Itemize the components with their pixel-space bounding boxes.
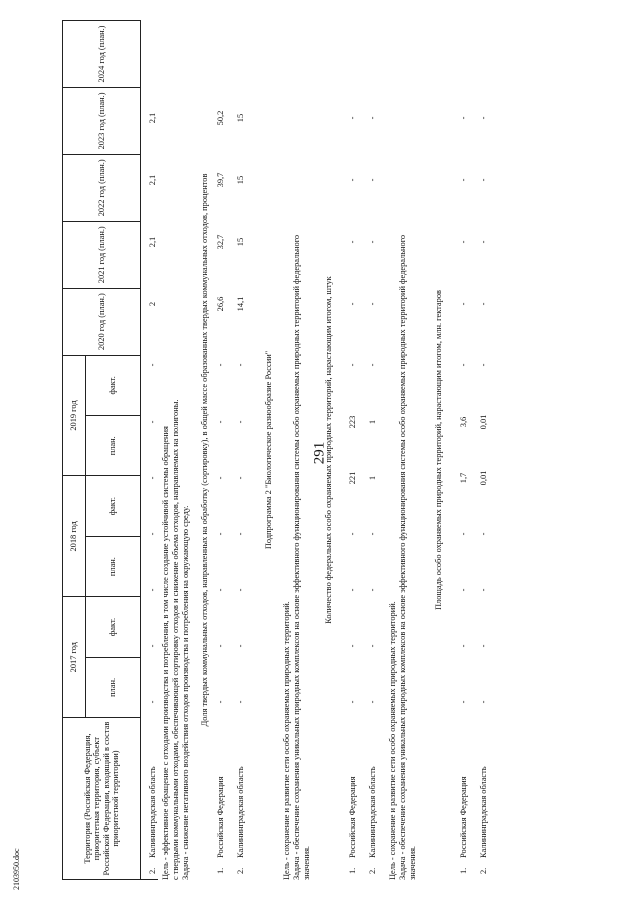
year-2023-header: 2023 год (план.) <box>63 87 141 154</box>
territory-name: Калининградская область <box>236 766 245 858</box>
plan-2018-header: план. <box>85 536 140 596</box>
table-header <box>62 20 141 880</box>
value-cell: 32,7 <box>216 234 225 250</box>
value-cell: 2 <box>148 301 157 307</box>
value-cell: - <box>368 644 377 648</box>
table-row <box>216 20 227 880</box>
value-cell: - <box>216 700 225 704</box>
goal-text: с твердыми коммунальными отходами, обеспечивающей сортировку отходов и снижение объема отходов, направляемых на полигоны. <box>171 399 180 880</box>
value-cell: 50,2 <box>216 110 225 126</box>
goal-text: Цель - сохранение и развитие сети особо охраняемых природных территорий. <box>282 601 291 880</box>
table-row <box>148 20 159 880</box>
value-cell: - <box>459 644 468 648</box>
value-cell: - <box>368 302 377 306</box>
value-cell: - <box>148 476 157 480</box>
value-cell: 223 <box>348 415 357 429</box>
value-cell: - <box>368 178 377 182</box>
territory-name: Российская Федерация <box>459 776 468 858</box>
table-row <box>368 20 379 880</box>
row-number: 1. <box>459 867 468 874</box>
row-number: 1. <box>348 867 357 874</box>
value-cell: - <box>216 420 225 424</box>
plan-2019-header: план. <box>85 416 140 476</box>
value-cell: - <box>459 532 468 536</box>
value-cell: - <box>348 644 357 648</box>
value-cell: - <box>459 116 468 120</box>
territory-name: Калининградская область <box>368 766 377 858</box>
value-cell: - <box>348 532 357 536</box>
value-cell: - <box>479 532 488 536</box>
row-number: 2. <box>148 867 157 874</box>
year-2018-header: 2018 год <box>63 476 86 597</box>
value-cell: - <box>216 476 225 480</box>
year-2019-header: 2019 год <box>63 355 86 476</box>
year-2024-header: 2024 год (план.) <box>63 21 141 88</box>
value-cell: - <box>348 178 357 182</box>
territory-name: Калининградская область <box>479 766 488 858</box>
value-cell: - <box>459 363 468 367</box>
table-row <box>479 20 490 880</box>
value-cell: - <box>148 588 157 592</box>
value-cell: - <box>236 420 245 424</box>
value-cell: 15 <box>236 175 245 185</box>
table-row <box>348 20 359 880</box>
value-cell: - <box>148 363 157 367</box>
row-number: 2. <box>368 867 377 874</box>
value-cell: 0,01 <box>479 414 488 430</box>
value-cell: - <box>479 240 488 244</box>
value-cell: - <box>459 240 468 244</box>
value-cell: 39,7 <box>216 172 225 188</box>
plan-2017-header: план. <box>85 657 140 717</box>
value-cell: - <box>216 363 225 367</box>
value-cell: - <box>459 178 468 182</box>
value-cell: - <box>236 476 245 480</box>
value-cell: - <box>148 532 157 536</box>
fact-2018-header: факт. <box>85 476 140 536</box>
row-number: 2. <box>479 867 488 874</box>
value-cell: 0,01 <box>479 470 488 486</box>
value-cell: 2,1 <box>148 112 157 124</box>
table-row <box>459 20 470 880</box>
value-cell: - <box>348 363 357 367</box>
value-cell: - <box>348 240 357 244</box>
task-text: значения. <box>302 845 311 880</box>
value-cell: - <box>479 302 488 306</box>
table-row <box>236 20 247 880</box>
year-2021-header: 2021 год (план.) <box>63 221 141 288</box>
value-cell: 1 <box>368 475 377 481</box>
value-cell: - <box>148 700 157 704</box>
value-cell: - <box>348 700 357 704</box>
value-cell: - <box>216 588 225 592</box>
value-cell: - <box>368 588 377 592</box>
value-cell: - <box>236 532 245 536</box>
document-id: 2103950.doc <box>12 848 21 890</box>
year-2020-header: 2020 год (план.) <box>63 288 141 355</box>
year-2022-header: 2022 год (план.) <box>63 154 141 221</box>
value-cell: - <box>479 644 488 648</box>
rotated-table-page <box>62 20 637 880</box>
fact-2017-header: факт. <box>85 597 140 657</box>
value-cell: - <box>368 116 377 120</box>
subprogram-title: Подпрограмма 2 "Биологическое разнообразие России" <box>264 350 273 550</box>
value-cell: - <box>236 363 245 367</box>
value-cell: - <box>216 532 225 536</box>
territory-header: Территория (Российская Федерация, приоритетная территория, субъект Российской Федерации, входящий в состав приоритетной территории) <box>63 718 141 880</box>
territory-name: Российская Федерация <box>348 776 357 858</box>
value-cell: 1,7 <box>459 472 468 484</box>
value-cell: - <box>236 588 245 592</box>
row-number: 2. <box>236 867 245 874</box>
value-cell: 2,1 <box>148 174 157 186</box>
value-cell: - <box>236 644 245 648</box>
territory-name: Российская Федерация <box>216 776 225 858</box>
value-cell: - <box>368 532 377 536</box>
value-cell: - <box>348 302 357 306</box>
value-cell: 15 <box>236 113 245 123</box>
value-cell: 3,6 <box>459 416 468 428</box>
indicator-title: Доля твердых коммунальных отходов, направленных на обработку (сортировку), в общей массе образованных твердых коммунальных отходов, процентов <box>200 173 209 727</box>
value-cell: 2,1 <box>148 236 157 248</box>
value-cell: - <box>479 700 488 704</box>
value-cell: 14,1 <box>236 296 245 312</box>
value-cell: - <box>459 302 468 306</box>
value-cell: - <box>236 700 245 704</box>
value-cell: - <box>368 240 377 244</box>
goal-text: Цель - эффективное обращение с отходами производства и потребления, в том числе создание устойчивой системы обращения <box>161 426 170 880</box>
task-text: Задача - снижение негативного воздействия отходов производства и потребления на окружающую среду. <box>181 505 190 880</box>
value-cell: - <box>216 644 225 648</box>
task-text: Задача - обеспечение сохранения уникальных природных комплексов на основе эффективного функционирования системы особо охраняемых природных территорий федерального <box>398 234 407 880</box>
indicator-title: Количество федеральных особо охраняемых природных территорий, нарастающим итогом, штук <box>324 276 333 624</box>
row-number: 1. <box>216 867 225 874</box>
task-text: значения. <box>408 845 417 880</box>
value-cell: - <box>459 588 468 592</box>
value-cell: - <box>479 116 488 120</box>
value-cell: 26,6 <box>216 296 225 312</box>
value-cell: - <box>368 700 377 704</box>
value-cell: - <box>368 363 377 367</box>
territory-name: Калининградская область <box>148 766 157 858</box>
value-cell: - <box>479 363 488 367</box>
value-cell: - <box>348 116 357 120</box>
value-cell: - <box>148 420 157 424</box>
fact-2019-header: факт. <box>85 355 140 415</box>
value-cell: - <box>459 700 468 704</box>
page-number: 291 <box>311 441 328 465</box>
value-cell: 221 <box>348 471 357 485</box>
indicator-title: Площадь особо охраняемых природных территорий, нарастающим итогом, млн. гектаров <box>434 290 443 610</box>
value-cell: - <box>479 178 488 182</box>
value-cell: 1 <box>368 419 377 425</box>
value-cell: 15 <box>236 237 245 247</box>
value-cell: - <box>348 588 357 592</box>
task-text: Задача - обеспечение сохранения уникальных природных комплексов на основе эффективного функционирования системы особо охраняемых природных территорий федерального <box>292 234 301 880</box>
value-cell: - <box>479 588 488 592</box>
year-2017-header: 2017 год <box>63 597 86 718</box>
goal-text: Цель - сохранение и развитие сети особо охраняемых природных территорий. <box>388 601 397 880</box>
value-cell: - <box>148 644 157 648</box>
